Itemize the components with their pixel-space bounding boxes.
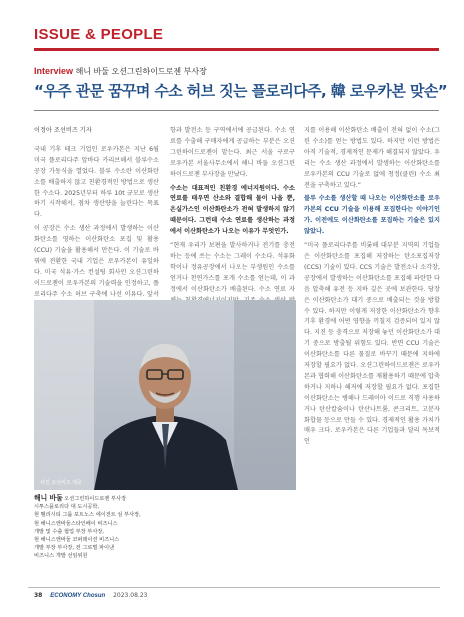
photo-credit: 사진 조선비즈 제공 bbox=[40, 480, 82, 486]
byline: 이정아 조선비즈 기자 bbox=[34, 127, 92, 134]
caption-line: 개발 및 수출 협업 부장 부사장, bbox=[34, 528, 105, 535]
kicker bbox=[34, 66, 207, 77]
paragraph: 지를 이용해 이산화탄소 배출이 전혀 없이 수소(그린 수소)를 얻는 방법도 있다. 하지만 이런 방법은 아직 기술적, 경제적인 문제가 해결되지 않았다. 우리는 수소 생산 과정에서 발생하는 이산화탄소를 로우카본의 CCU 기술로 없애 청정(클린) 수소 최전을 구축하고 있다.” bbox=[304, 127, 440, 189]
caption-title: 오션그린하이드로젠 부사장 bbox=[64, 496, 127, 502]
caption-name: 해니 바둘 bbox=[34, 494, 63, 502]
magazine-name: ECONOMY Chosun bbox=[50, 593, 106, 599]
caption-line: 시투스플로리다 대 도시공학, bbox=[34, 504, 100, 511]
headline-divider bbox=[34, 110, 439, 111]
interview-question: 블루 수소를 생산할 때 나오는 이산화탄소를 로우카본의 CCU 기술을 이용해 포집한다는 이야기인가. 이전에도 이산화탄소를 포집하는 기술은 있지 않았나. bbox=[304, 195, 440, 236]
interview-answer: “현재 우리가 보편을 발사하거나 전기를 충전하는 등에 쓰는 수소는 그레이 수소다. 석유화학이나 정유공장에서 나오는 부생원인 수소를 얻거나 천연가스를 포개 수소를 얻는데, 이 과정에서 이산화탄소가 배출된다. 수소 연료 자 bbox=[170, 242, 295, 293]
caption-line: 현 해니스앤바둘스타인베이 비즈니스 bbox=[34, 520, 118, 527]
kicker-label: Interview bbox=[34, 66, 74, 76]
issue-date: 2023.08.23 bbox=[113, 592, 148, 599]
caption-line: 현 벨리시티 그룹 포트노스 에이전트 심 부사장, bbox=[34, 512, 141, 519]
footer-divider bbox=[28, 587, 440, 588]
section-divider bbox=[34, 48, 439, 51]
page-number: 38 bbox=[34, 592, 43, 599]
paragraph: 국내 기후 테크 기업인 로우카본은 지난 6월 미국 플로리다주 앞바다 카리브해서 블루수소 공장 가동식을 열었다. 블루 수소란 이산화탄소를 배출하지 않고 친환경적인 방법으로 생산한 수소다. 2025년부터 하루 10t 규모로 생산하기 시작해서, 점차 생산량을 늘린다는 목표다. bbox=[34, 145, 159, 219]
portrait-illustration bbox=[34, 300, 296, 490]
paragraph: 이 공장은 수소 생산 과정에서 발생하는 이산화탄소를 영하는 이산화탄소 포집 및 활용(CCU) 기술을 활용해서 만든다. 이 기술로 바꿔에 전환한 국내 기업은 로우카본이 유일하다. 미국 석유·가스 컨설팅 회사인 오션그린하이드로젠이 로우카본의 기술력을 인정하고, 플로리다주 수소 허브 구축에 나선 이유다. 앞서 bbox=[34, 225, 159, 298]
paragraph: 항과 발전소 등 구역에서에 공급된다. 수소 연료를 수출해 구매자에게 공급하는 부분은 오션그린하이드로젠이 맡는다. 최근 서울 구로구 로우카본 서울사무소에서 해니 바둘 오션그린하이드로젠 부사장을 만났다. bbox=[170, 127, 295, 178]
portrait-photo bbox=[34, 300, 296, 490]
article-column-3 bbox=[304, 126, 440, 566]
headline: “우주 관문 꿈꾸며 수소 허브 짓는 플로리다주, 韓 로우카본 맞손” bbox=[34, 82, 447, 100]
caption-line: 개발 부장 부사장, 전 그로벌 파이낸 bbox=[34, 545, 115, 552]
interview-answer: “미국 플로리다주를 비롯해 대부분 지역의 기업들은 이산화탄소를 포집해 저장하는 탄소포집저장(CCS) 기술이 있다. CCS 기술은 발전소나 소각장, 공장에서 발생하는 이산화탄소를 포집해 파란한 다음 압축해 유전 등 지하 깊은 곳에 보관한다. 당장은 이산화탄소가 대기 중으로 배출되는 것을 방할 수 있다. 하지만 이렇게 저장한 이산화탄소가 향후 기후 환경에 어떤 영향을 끼칠지 검증되어 있지 않다. 지진 등 충격으로 저장해 놓던 이산화탄소가 대기 중으로 방출될 위험도 있다. 반면 CCU 기술은 이산화탄소를 다른 물질로 바꾸기 때문에 지하에 저장할 필요가 없다. 오션그린하이드로젠은 로우카본과 협력해 이산화탄소를 재활용하기 때문에 압축하거나 지하나 해저에 저장할 필요가 없다. 포집한 이산화탄소는 병해나 드레이아 이드로 직행 사용하거나 탄산칼슘이나 탄산나트륨, 콘크리트, 고분자 화합물 등으로 만들 수 있다. 경제적인 활용 가치가 매우 크다. 로우카본은 다른 기업들과 달리 독보적인 bbox=[304, 242, 440, 446]
section-title: ISSUE & PEOPLE bbox=[34, 26, 164, 43]
interview-question: 수소는 대표적인 친환경 에너지원이다. 수소 연료를 태우면 산소와 결합해 물이 나올 뿐, 온실가스인 이산화탄소가 전혀 발생하지 않기 때문이다. 그런데 수소 연료를 생산하는 과정에서 이산화탄소가 나오는 이유가 무엇인가. bbox=[170, 184, 295, 236]
kicker-text: 해니 바둘 오션그린하이드로젠 부사장 bbox=[75, 67, 207, 76]
caption-line: 비즈니스 개발 선임위원 bbox=[34, 553, 88, 560]
caption-line: 현 해니스앤바둘 코퍼레이션 비즈니스 bbox=[34, 537, 120, 544]
page-footer bbox=[34, 592, 147, 599]
photo-caption bbox=[34, 494, 209, 561]
